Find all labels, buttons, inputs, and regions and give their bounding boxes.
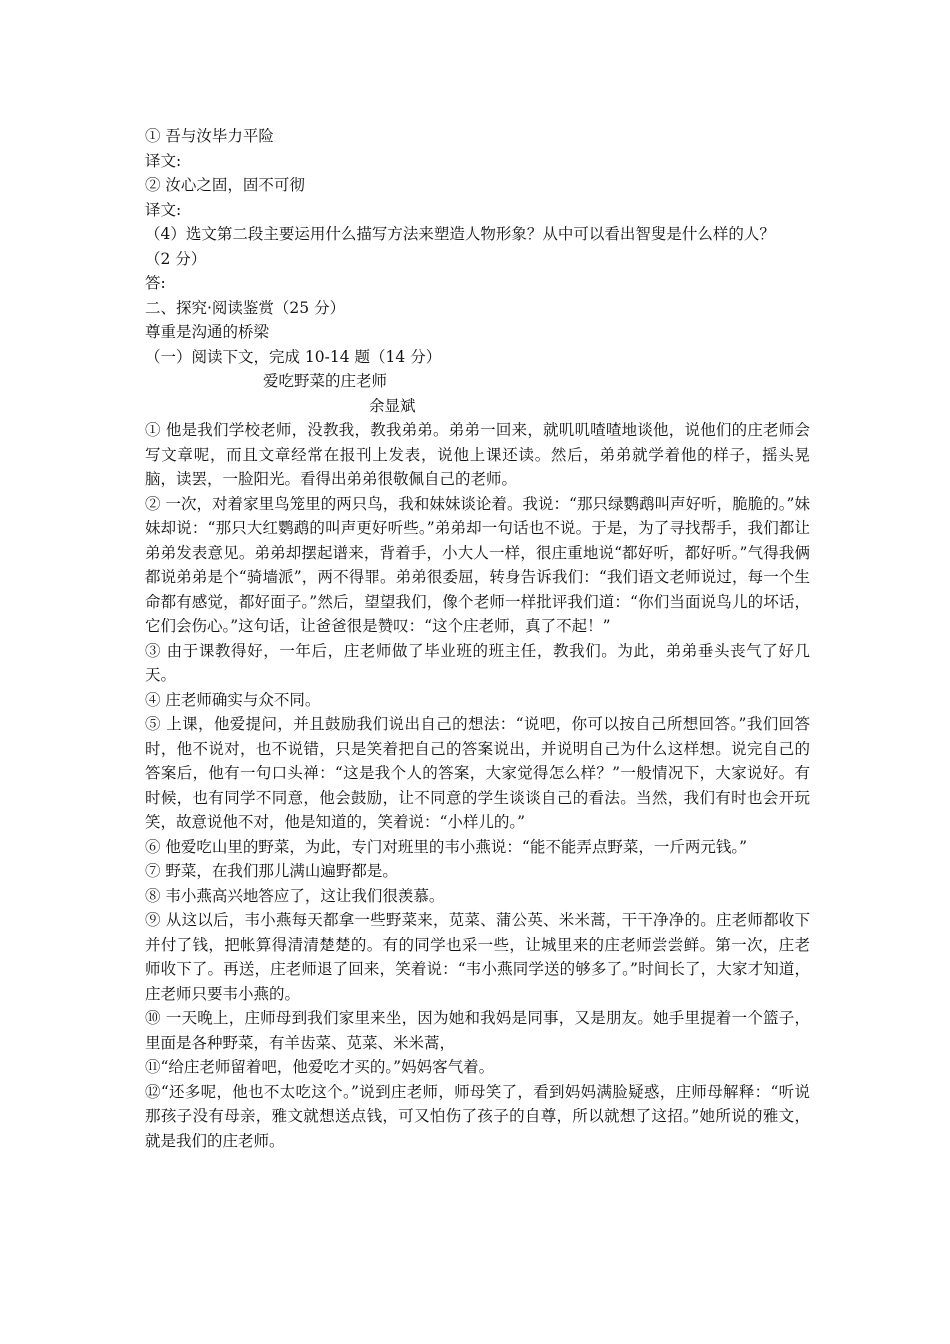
quote-line-2: ② 汝心之固，固不可彻 bbox=[145, 176, 305, 194]
article-author: 余显斌 bbox=[369, 396, 416, 415]
document-body bbox=[145, 124, 810, 1153]
question-4: （4）选文第二段主要运用什么描写方法来塑造人物形象？从中可以看出智叟是什么样的人？ bbox=[145, 225, 775, 243]
paragraph-2: ② 一次，对着家里鸟笼里的两只鸟，我和妹妹谈论着。我说：“那只绿鹦鹉叫声好听，脆脆的。”妹妹却说：“那只大红鹦鹉的叫声更好听些。”弟弟却一句话也不说。于是，为了寻找帮手，我们都让弟弟发表意见。弟弟却摆起谱来，背着手，小大人一样，很庄重地说“都好听，都好听。”气得我俩都说弟弟是个“骑墙派”，两不得罪。弟弟很委屈，转身告诉我们：“我们语文老师说过，每一个生命都有感觉，都好面子。”然后，望望我们，像个老师一样批评我们道：“你们当面说鸟儿的坏话，它们会伤心。”这句话，让爸爸很是赞叹：“这个庄老师，真了不起！” bbox=[145, 494, 810, 635]
paragraph-7: ⑦ 野菜，在我们那儿满山遍野都是。 bbox=[145, 862, 398, 880]
paragraph-5: ⑤ 上课，他爱提问，并且鼓励我们说出自己的想法：“说吧，你可以按自己所想回答。”我们回答时，他不说对，也不说错，只是笑着把自己的答案说出，并说明自己为什么这样想。说完自己的答案后，他有一句口头禅：“这是我个人的答案，大家觉得怎么样？”一般情况下，大家说好。有时候，也有同学不同意，他会鼓励，让不同意的学生谈谈自己的看法。当然，我们有时也会开玩笑，故意说他不对，他是知道的，笑着说：“小样儿的。” bbox=[145, 715, 810, 831]
translation-label-1: 译文: bbox=[145, 151, 182, 170]
paragraph-12: ⑫“还多呢，他也不太吃这个。”说到庄老师，师母笑了，看到妈妈满脸疑惑，庄师母解释：“听说那孩子没有母亲，雅文就想送点钱，可又怕伤了孩子的自尊，所以就想了这招。”她所说的雅文，就是我们的庄老师。 bbox=[145, 1082, 810, 1150]
answer-label: 答: bbox=[145, 274, 166, 292]
paragraph-3: ③ 由于课教得好，一年后，庄老师做了毕业班的班主任，教我们。为此，弟弟垂头丧气了好几天。 bbox=[145, 641, 810, 684]
question-4-score: （2 分） bbox=[145, 249, 207, 268]
paragraph-11: ⑪“给庄老师留着吧，他爱吃才买的。”妈妈客气着。 bbox=[145, 1058, 495, 1076]
paragraph-6: ⑥ 他爱吃山里的野菜，为此，专门对班里的韦小燕说：“能不能弄点野菜，一斤两元钱。” bbox=[145, 837, 748, 856]
paragraph-1: ① 他是我们学校老师，没教我，教我弟弟。弟弟一回来，就叽叽喳喳地谈他，说他们的庄老师会写文章呢，而且文章经常在报刊上发表，说他上课还读。然后，弟弟就学着他的样子，摇头晃脑，读罢，一脸阳光。看得出弟弟很敬佩自己的老师。 bbox=[145, 421, 810, 488]
paragraph-10: ⑩ 一天晚上，庄师母到我们家里来坐，因为她和我妈是同事，又是朋友。她手里提着一个篮子，里面是各种野菜，有羊齿菜、苋菜、米米蒿， bbox=[145, 1009, 810, 1052]
paragraph-8: ⑧ 韦小燕高兴地答应了，这让我们很羡慕。 bbox=[145, 886, 445, 905]
translation-label-2: 译文: bbox=[145, 200, 182, 219]
quote-line-1: ① 吾与汝毕力平险 bbox=[145, 127, 274, 145]
paragraph-9: ⑨ 从这以后，韦小燕每天都拿一些野菜来，苋菜、蒲公英、米米蒿，干干净净的。庄老师都收下并付了钱，把帐算得清清楚楚的。有的同学也采一些，让城里来的庄老师尝尝鲜。第一次，庄老师收下了。再送，庄老师退了回来，笑着说：“韦小燕同学送的够多了。”时间长了，大家才知道，庄老师只要韦小燕的。 bbox=[145, 911, 810, 1003]
section-subtitle: 尊重是沟通的桥梁 bbox=[145, 323, 270, 341]
article-title: 爱吃野菜的庄老师 bbox=[263, 372, 388, 390]
section-heading: 二、探究·阅读鉴赏（25 分） bbox=[145, 298, 346, 317]
paragraph-4: ④ 庄老师确实与众不同。 bbox=[145, 690, 321, 709]
reading-instruction: （一）阅读下文，完成 10-14 题（14 分） bbox=[145, 347, 442, 366]
